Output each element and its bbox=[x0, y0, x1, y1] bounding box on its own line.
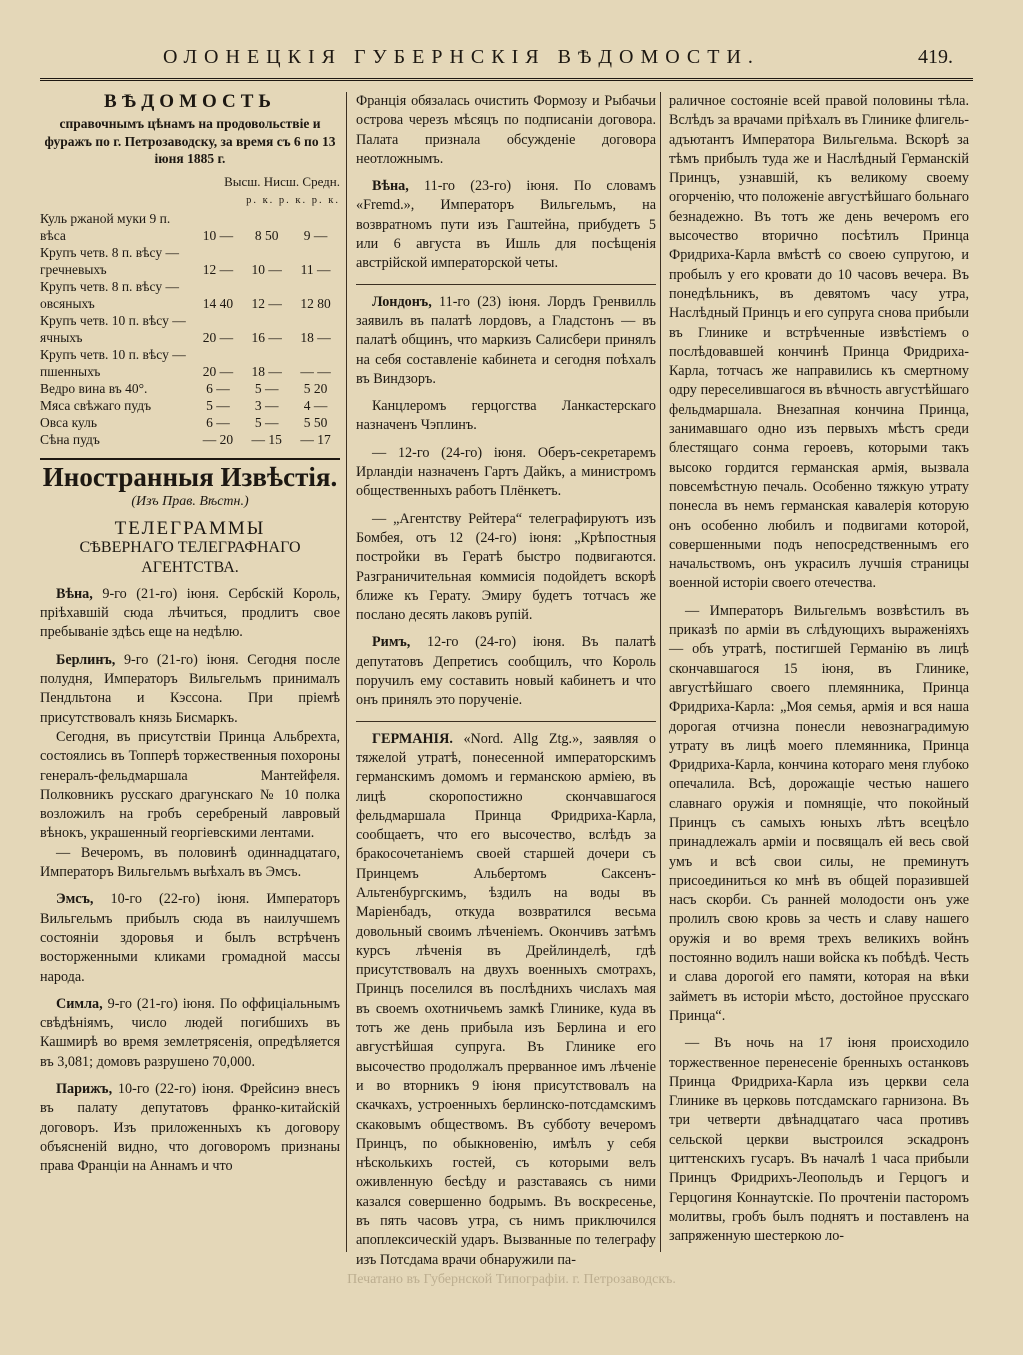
news-paragraph: — Въ ночь на 17 іюня происходило торжественное перенесеніе бренныхъ останковъ Принца Фридриха-Карла изъ церкви села Глинике въ церковь потсдамскаго гарнизона. Въ три четверти двѣнадцатаго часа противъ сельской церкви выстроился эскадронъ циттенскихъ гусаръ. Въ началѣ 1 часа прибыли Принцъ Фридрихъ-Леопольдъ и Герцогъ и Герцогиня Коннаутскіе. По прочтеніи пасторомъ молитвы, гробъ былъ поднятъ и поставленъ на запряженную шестеркою ло- bbox=[669, 1035, 969, 1245]
news-paragraph: Лондонъ, 11-го (23) іюня. Лордъ Гренвилль заявилъ въ палатѣ лордовъ, а Гладстонъ — въ палатѣ общинъ, что маркизъ Салисбери принялъ на себя составленіе кабинета и сегодня поѣхалъ въ Виндзоръ. bbox=[356, 293, 657, 387]
section-divider bbox=[40, 458, 340, 460]
news-paragraph: Франція обязалась очистить Формозу и Рыбачьи острова черезъ мѣсяцъ по подписаніи договора. Палата признала обсужденіе договора неотложнымъ. bbox=[356, 93, 656, 167]
telegrams-subheading: СѢВЕРНАГО ТЕЛЕГРАФНАГО АГЕНТСТВА. bbox=[79, 539, 301, 576]
table-row: Куль ржаной муки 9 п. вѣса 10 — 8 50 9 — bbox=[40, 211, 328, 244]
telegrams-heading: ТЕЛЕГРАММЫ bbox=[114, 517, 266, 539]
table-row: Овса куль 6 — 5 — 5 50 bbox=[40, 415, 328, 431]
column-3 bbox=[669, 92, 969, 1247]
price-units-header: р. к. р. к. р. к. bbox=[246, 195, 340, 207]
newspaper-title: ОЛОНЕЦКІЯ ГУБЕРНСКІЯ ВѢДОМОСТИ. bbox=[163, 46, 760, 68]
section-source: (Изъ Прав. Вѣстн.) bbox=[131, 493, 249, 509]
page-number: 419. bbox=[918, 46, 953, 68]
news-paragraph: Эмсъ, 10-го (22-го) іюня. Императоръ Вильгельмъ прибылъ сюда въ наилучшемъ состояніи здоровья и былъ встрѣченъ восторженными кликами громадной массы народа. bbox=[40, 891, 340, 985]
news-paragraph: — 12-го (24-го) іюня. Оберъ-секретаремъ Ирландіи назначенъ Гартъ Дайкъ, а министромъ общественныхъ работъ Плёнкетъ. bbox=[356, 444, 656, 500]
table-row: Мяса свѣжаго пудъ 5 — 3 — 4 — bbox=[40, 398, 328, 414]
table-row: Крупъ четв. 8 п. вѣсу — гречневыхъ 12 — 10 — 11 — bbox=[40, 245, 331, 278]
table-row: Сѣна пудъ — 20 — 15 — 17 bbox=[40, 432, 331, 448]
price-list-subtitle: справочнымъ цѣнамъ на продовольствіе и фуражъ по г. Петрозаводску, за время съ 6 по 13 іюня 1885 г. bbox=[44, 116, 336, 167]
article-divider bbox=[356, 721, 656, 722]
news-paragraph: Симла, 9-го (21-го) іюня. По оффиціальнымъ свѣдѣніямъ, число людей погибшихъ въ Кашмирѣ во время землетрясенія, опредѣляется въ 3,081; домовъ разрушено 70,000. bbox=[40, 995, 340, 1070]
news-paragraph: Вѣна, 11-го (23-го) іюня. По словамъ «Fremd.», Императоръ Вильгельмъ, на возвратномъ пути изъ Гаштейна, прибудетъ 5 или 6 августа въ Ишль для посѣщенія австрійской императорской четы. bbox=[356, 178, 657, 272]
news-paragraph: — Императоръ Вильгельмъ возвѣстилъ въ приказѣ по арміи въ слѣдующихъ выраженіяхъ — объ утратѣ, постигшей Германію въ лицѣ скончавшагося 15 іюня, въ Глинике, августѣйшаго своего племянника, Принца Фридриха-Карла: „Моя семья, армія и вся наша дорогая отчизна понесли невознаградимую утрату въ лицѣ моего племянника, Принца Фридриха-Карла, кончина котораго меня глубоко опечалила. Всѣ, дорожащіе честью нашего славнаго оружія и помнящіе, что покойный Принцъ съ самыхъ юныхъ лѣтъ всецѣло принадлежалъ арміи и посвящалъ ей весь свой умъ и всѣ свои силы, не преминутъ присоединиться ко мнѣ въ общей поразившей насъ скорби. Съ ранней молодости онъ уже пролилъ свою кровь за честь и славу нашего оружія и во время трехъ великихъ войнъ постоянно водилъ наши войска къ побѣдѣ. Честь и слава дорогой его памяти, которая на вѣки займетъ въ исторіи мѣсто, достойное прусскаго Принца“. bbox=[669, 602, 969, 1024]
column-2 bbox=[356, 92, 656, 1270]
news-paragraph: Канцлеромъ герцогства Ланкастерскаго назначенъ Чэплинъ. bbox=[356, 398, 656, 434]
page-header bbox=[40, 34, 973, 81]
price-columns-header: Высш. Нисш. Средн. bbox=[224, 173, 340, 189]
section-heading: Иностранныя Извѣстія. bbox=[42, 462, 338, 493]
column-1 bbox=[40, 92, 340, 1176]
table-row: Ведро вина въ 40°. 6 — 5 — 5 20 bbox=[40, 381, 328, 397]
table-row: Крупъ четв. 8 п. вѣсу — овсяныхъ 14 40 12 — 12 80 bbox=[40, 279, 331, 312]
column-rule bbox=[346, 92, 347, 1252]
news-paragraph: Парижъ, 10-го (22-го) іюня. Фрейсинэ внесъ въ палату депутатовъ франко-китайскій договоръ. Изъ приложенныхъ къ договору объясненій видно, что договоромъ признаны права Франціи на Аннамъ и что bbox=[40, 1081, 341, 1175]
printer-imprint: Печатано въ Губернской Типографіи. г. Петрозаводскъ. bbox=[347, 1272, 676, 1287]
news-paragraph: Римъ, 12-го (24-го) іюня. Въ палатѣ депутатовъ Депретисъ сообщилъ, что Король поручилъ ему составить новый кабинетъ и что онъ принялъ это порученіе. bbox=[356, 634, 656, 709]
news-paragraph: — „Агентству Рейтера“ телеграфируютъ изъ Бомбея, отъ 12 (24-го) іюня: „Крѣпостныя постройки въ Гератѣ быстро подвигаются. Разграничительная коммисія подойдетъ вскорѣ ближе къ Герату. Эмиру будетъ тотчасъ же послано десять лаковъ рупій. bbox=[356, 510, 656, 624]
table-row: Крупъ четв. 10 п. вѣсу — ячныхъ 20 — 16 — 18 — bbox=[40, 313, 331, 346]
news-paragraph: — Вечеромъ, въ половинѣ одиннадцатаго, Императоръ Вильгельмъ выѣхалъ въ Эмсъ. bbox=[40, 844, 340, 881]
news-paragraph: ГЕРМАНІЯ. «Nord. Allg Ztg.», заявляя о тяжелой утратѣ, понесенной императорскимъ германскимъ домомъ и германскою арміею, въ лицѣ скоропостижно скончавшагося фельдмаршала Принца Фридриха-Карла, сообщаетъ, что его высочество, вслѣдъ за бракосочетаніемъ своей старшей дочери съ Принцемъ Альбертомъ Саксенъ-Альтенбургскимъ, ѣздилъ на воды въ Маріенбадъ, откуда возвратился весьма довольный своимъ лѣченіемъ. Окончивъ затѣмъ курсъ лѣченія въ Дрейлинделѣ, гдѣ присутствовалъ на двухъ военныхъ смотрахъ, Принцъ поселился въ послѣднихъ числахъ мая въ своемъ охотничьемъ замкѣ Глинике, куда въ тотъ же день прибыла изъ Берлина и его августѣйшая супруга. Въ Глинике его высочество продолжалъ прерванное имъ лѣченіе и во вторникъ 9 іюня присутствовалъ на скачкахъ, устроенныхъ берлинско-потсдамскимъ скаковымъ обществомъ. Въ субботу вечеромъ Принцъ, по обыкновенію, имѣлъ у себя нѣсколькихъ гостей, съ которыми велъ оживленную бесѣду и разставаясь съ ними казался совершенно бодрымъ. Въ воскресенье, въ пять часовъ утра, съ нимъ приключился апоплексическій ударъ. Вызванные по телеграфу изъ Потсдама врачи обнаружили па- bbox=[356, 730, 657, 1268]
news-paragraph: раличное состояніе всей правой половины тѣла. Вслѣдъ за врачами пріѣхалъ въ Глинике флигель-адъютантъ Императора Вильгельма. Вскорѣ за тѣмъ прибылъ туда же и Наслѣдный Германскій Принцъ, узнавшій, къ великому своему огорченію, что положеніе августѣйшаго больнаго безнадежно. Въ тотъ же день вечеромъ его высочество вторично посѣтилъ Принца Фридриха-Карла вмѣстѣ со своею супругою, и пробылъ у его кровати до 10 часовъ вечера. Въ понедѣльникъ, въ девятомъ часу утра, Наслѣдный Принцъ и его супруга снова прибыли въ Глинике и встрѣченные извѣстіемъ о послѣдовавшей кончинѣ Принца Фридриха-Карла, тотчасъ же направились къ смертному одру переселившагося въ вѣчность августѣйшаго фельдмаршала. Внезапная кончина Принца, занимавшаго одно изъ первыхъ мѣстъ среди блестящаго сонма героевъ, которыми такъ высоко гордится германская армія, вызвала повсемѣстную печаль. Особенно тяжкую утрату понесла въ немъ германская кавалерія которую онъ особенно любилъ и подвигами которой, совершенными подъ непосредственнымъ его начальствомъ, онъ украсилъ лучшія страницы военной исторіи своего отечества. bbox=[669, 93, 969, 592]
news-paragraph: Берлинъ, 9-го (21-го) іюня. Сегодня после полудня, Императоръ Вильгельмъ принималъ Пендльтона и Кэссона. При пріемѣ присутствовалъ князь Бисмаркъ. bbox=[40, 651, 341, 726]
article-divider bbox=[356, 284, 656, 285]
price-list-title: ВѢДОМОСТЬ bbox=[104, 91, 276, 112]
news-paragraph: Сегодня, въ присутствіи Принца Альбрехта, состоялись въ Топперѣ торжественныя похороны генералъ-фельдмаршала Мантейфеля. Полковникъ русскаго драгунскаго № 10 полка возложилъ на гробъ серебреный лавровый вѣнокъ, украшенный георгіевскими лентами. bbox=[40, 728, 340, 842]
table-row: Крупъ четв. 10 п. вѣсу — пшенныхъ 20 — 18 — — — bbox=[40, 347, 331, 380]
column-rule bbox=[660, 92, 661, 1252]
news-paragraph: Вѣна, 9-го (21-го) іюня. Сербскій Король, пріѣхавшій сюда лѣчиться, продлитъ свое пребываніе здѣсь еще на недѣлю. bbox=[40, 585, 341, 641]
price-table bbox=[40, 210, 340, 448]
